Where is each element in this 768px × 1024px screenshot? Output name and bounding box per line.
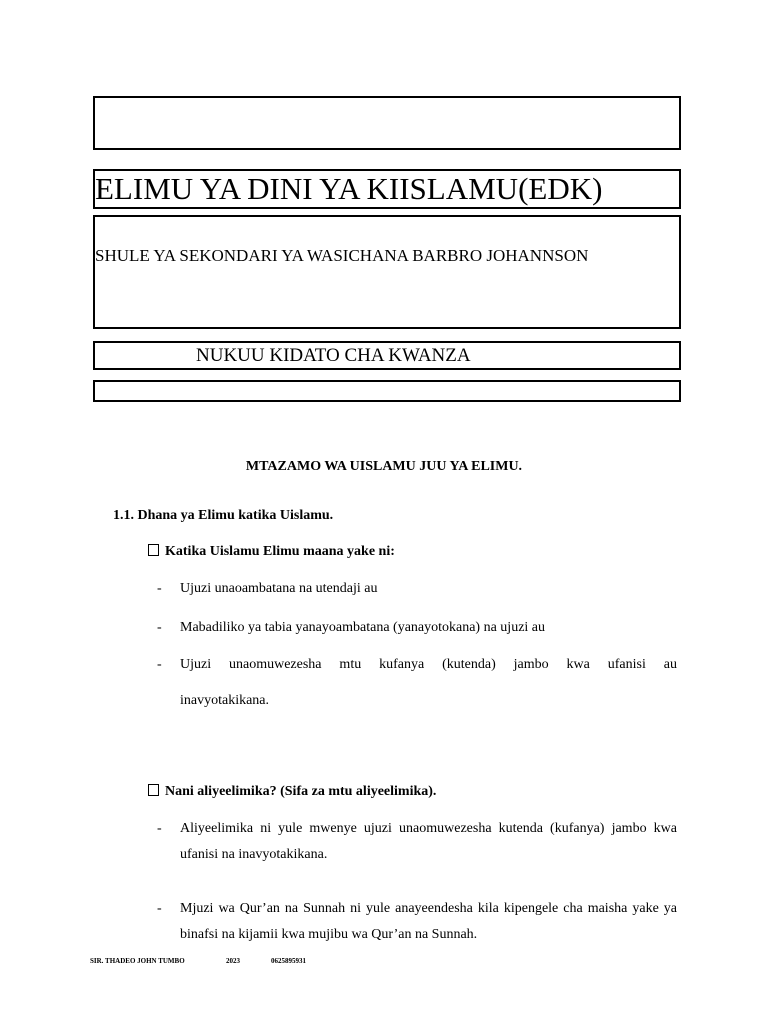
subheading: 1.1. Dhana ya Elimu katika Uislamu. [113,508,334,523]
point-heading-1 [148,543,395,561]
dash-bullet: - [157,821,162,836]
list-item: Mjuzi wa Qur’an na Sunnah ni yule anayeendesha kila kipengele cha maisha yake ya binafsi na kijamii kwa mujibu wa Qur’an na Sunnah. [180,901,677,942]
point-heading-text: Katika Uislamu Elimu maana yake ni: [165,544,395,559]
dash-bullet: - [157,901,162,916]
school-box [93,215,681,329]
checkbox-bullet-icon [148,544,159,556]
school-name: SHULE YA SEKONDARI YA WASICHANA BARBRO JOHANNSON [95,246,589,265]
list-item: Mabadiliko ya tabia yanayoambatana (yanayotokana) na ujuzi au [180,620,546,635]
dash-bullet: - [157,581,162,596]
empty-box [93,380,681,402]
section-heading: MTAZAMO WA UISLAMU JUU YA ELIMU. [245,459,523,474]
document-title: ELIMU YA DINI YA KIISLAMU(EDK) [95,171,603,206]
point-heading-2 [148,783,436,801]
list-item: Aliyeelimika ni yule mwenye ujuzi unaomuwezesha kutenda (kufanya) jambo kwa ufanisi na inavyotakikana. [180,821,677,862]
notes-label: NUKUU KIDATO CHA KWANZA [196,345,471,366]
list-item: Ujuzi unaoambatana na utendaji au [180,581,378,596]
point-heading-text: Nani aliyeelimika? (Sifa za mtu aliyeelimika). [165,784,437,799]
footer-year: 2023 [226,957,240,965]
list-item-continuation: inavyotakikana. [180,693,270,708]
footer-phone: 0625895931 [271,957,306,965]
header-empty-box [93,96,681,150]
dash-bullet: - [157,620,162,635]
dash-bullet: - [157,657,162,672]
footer [90,957,306,966]
footer-author: SIR. THADEO JOHN TUMBO [90,957,185,965]
checkbox-bullet-icon [148,784,159,796]
list-item: Ujuzi unaomuwezesha mtu kufanya (kutenda) jambo kwa ufanisi au [180,657,677,672]
